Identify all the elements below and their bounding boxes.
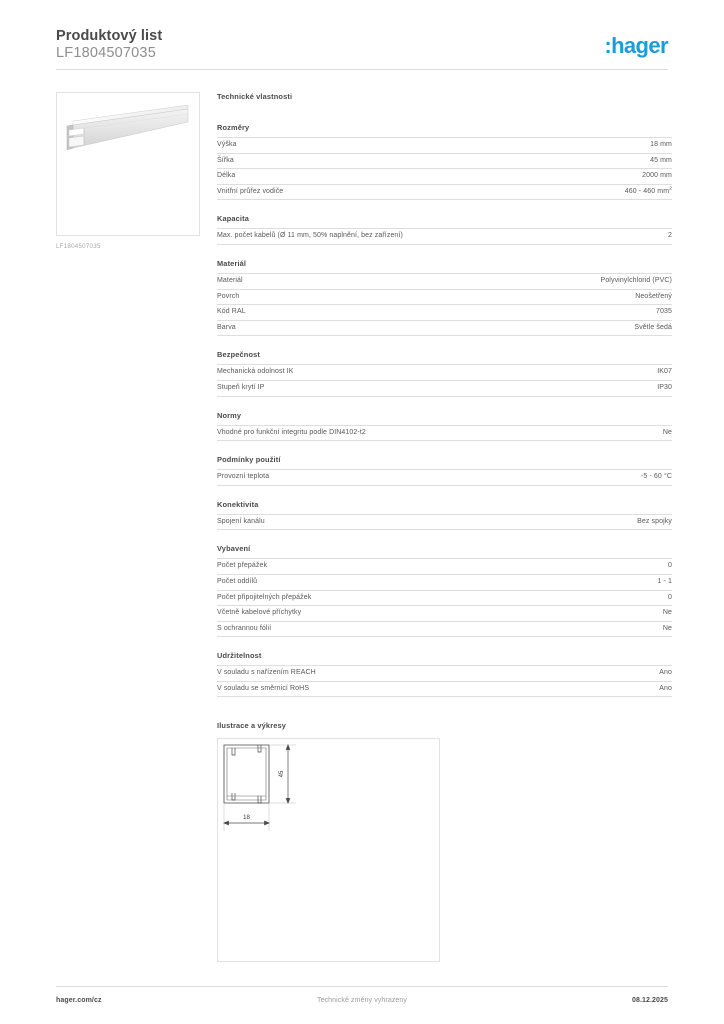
product-photo: [56, 92, 200, 236]
specifications-column: [217, 92, 672, 962]
spec-value: IP30: [445, 380, 673, 396]
hager-logo[interactable]: [604, 34, 668, 58]
spec-label: Vnitřní průřez vodiče: [217, 184, 445, 200]
footer-disclaimer: Technické změny vyhrazeny: [316, 997, 408, 1004]
spec-group-title: Konektivita: [217, 499, 259, 509]
spec-table: [217, 228, 672, 245]
spec-value: 2: [445, 229, 673, 245]
table-row: [217, 574, 672, 590]
spec-group-title: Rozměry: [217, 123, 250, 132]
table-row: [217, 514, 672, 530]
spec-label: Počet připojitelných přepážek: [217, 590, 445, 606]
spec-group: [217, 411, 672, 442]
table-row: [217, 425, 672, 441]
spec-group-title: Bezpečnost: [217, 350, 260, 360]
table-row: [217, 470, 672, 486]
spec-label: Materiál: [217, 273, 445, 289]
spec-group: [217, 651, 672, 697]
spec-group-title: Materiál: [217, 258, 247, 268]
technical-drawing: [217, 738, 440, 962]
spec-label: S ochrannou fólií: [217, 621, 445, 637]
table-row: [217, 559, 672, 575]
spec-label: V souladu s nařízením REACH: [217, 666, 445, 682]
spec-value: Ano: [445, 666, 673, 682]
spec-value: Ne: [445, 606, 673, 622]
spec-label: Šířka: [217, 153, 445, 169]
spec-label: Max. počet kabelů (Ø 11 mm, 50% naplnění, bez zařízení): [217, 229, 445, 245]
table-row: [217, 229, 672, 245]
spec-group: [217, 123, 672, 200]
table-row: [217, 138, 672, 154]
footer-website-link[interactable]: hager.com/cz: [56, 997, 102, 1004]
spec-value: 460 - 460 $mm^2$: [445, 184, 673, 200]
spec-group: [217, 544, 672, 637]
spec-value: 2000 mm: [445, 169, 673, 185]
spec-group: [217, 214, 672, 245]
trunking-photo-graphic: [57, 93, 199, 235]
spec-group-title: Udržitelnost: [217, 651, 262, 661]
table-row: [217, 289, 672, 305]
spec-label: Kód RAL: [217, 305, 445, 321]
table-row: [217, 169, 672, 185]
spec-value: Neošetřený: [445, 289, 673, 305]
table-row: [217, 606, 672, 622]
spec-table: [217, 364, 672, 396]
spec-table: [217, 558, 672, 637]
table-row: [217, 590, 672, 606]
spec-label: Povrch: [217, 289, 445, 305]
spec-value: 18 mm: [445, 138, 673, 154]
logo-colon-icon: :: [604, 33, 612, 58]
table-row: [217, 305, 672, 321]
spec-label: Stupeň krytí IP: [217, 380, 445, 396]
spec-value: Polyvinylchlorid (PVC): [445, 273, 673, 289]
spec-table: [217, 469, 672, 486]
spec-label: Barva: [217, 320, 445, 336]
spec-label: Počet přepážek: [217, 559, 445, 575]
spec-group-title: Podmínky použití: [217, 455, 281, 465]
spec-label: Výška: [217, 138, 445, 154]
product-image-caption: LF1804507035: [56, 243, 101, 250]
table-row: [217, 666, 672, 682]
spec-label: Včetně kabelové příchytky: [217, 606, 445, 622]
table-row: [217, 320, 672, 336]
spec-value: 0: [445, 590, 673, 606]
spec-label: Mechanická odolnost IK: [217, 365, 445, 381]
spec-group: [217, 455, 672, 486]
table-row: [217, 681, 672, 697]
spec-label: Počet oddílů: [217, 574, 445, 590]
drawings-heading: Ilustrace a výkresy: [217, 721, 287, 731]
spec-table: [217, 514, 672, 531]
spec-table: [217, 273, 672, 336]
table-row: [217, 621, 672, 637]
spec-table: [217, 425, 672, 442]
product-code-subtitle: LF1804507035: [56, 45, 156, 61]
spec-label: V souladu se směrnicí RoHS: [217, 681, 445, 697]
spec-group-title: Normy: [217, 410, 242, 420]
spec-value: -5 - 60 °C: [445, 470, 673, 486]
spec-label: Spojení kanálu: [217, 514, 445, 530]
spec-label: Vhodné pro funkční integritu podle DIN4102-t2: [217, 425, 445, 441]
product-image-column: [56, 92, 202, 250]
table-row: [217, 380, 672, 396]
header-titles: [56, 28, 162, 62]
dimension-height-label: 45: [279, 771, 285, 778]
spec-value: 0: [445, 559, 673, 575]
spec-table: [217, 137, 672, 200]
page-title: Produktový list: [56, 28, 163, 44]
unit-superscript: 2: [669, 186, 672, 192]
drawings-section: [217, 721, 672, 962]
spec-label: Délka: [217, 169, 445, 185]
spec-groups-container: [217, 123, 672, 697]
table-row: [217, 273, 672, 289]
spec-table: [217, 665, 672, 697]
table-row: [217, 365, 672, 381]
logo-wordmark: hager: [611, 33, 668, 58]
spec-label: Provozní teplota: [217, 470, 445, 486]
spec-group-title: Vybavení: [217, 544, 251, 554]
spec-value: Bez spojky: [445, 514, 673, 530]
spec-group-title: Kapacita: [217, 214, 250, 224]
spec-value: Ne: [445, 425, 673, 441]
footer-date: 08.12.2025: [631, 997, 668, 1004]
spec-value: Ne: [445, 621, 673, 637]
page-footer: [56, 997, 668, 1011]
spec-value: 45 mm: [445, 153, 673, 169]
spec-value: Světle šedá: [445, 320, 673, 336]
spec-group: [217, 259, 672, 336]
footer-divider: [56, 986, 668, 987]
spec-value: Ano: [445, 681, 673, 697]
spec-group: [217, 500, 672, 531]
table-row: [217, 153, 672, 169]
spec-group: [217, 350, 672, 396]
spec-value: 7035: [445, 305, 673, 321]
technical-properties-heading: Technické vlastnosti: [217, 92, 293, 101]
table-row: [217, 184, 672, 200]
header-divider: [56, 69, 668, 70]
cross-section-drawing-graphic: [218, 739, 439, 961]
spec-value: 1 - 1: [445, 574, 673, 590]
page-header: [56, 28, 668, 70]
spec-value: IK07: [445, 365, 673, 381]
dimension-width-label: 18: [243, 815, 250, 822]
